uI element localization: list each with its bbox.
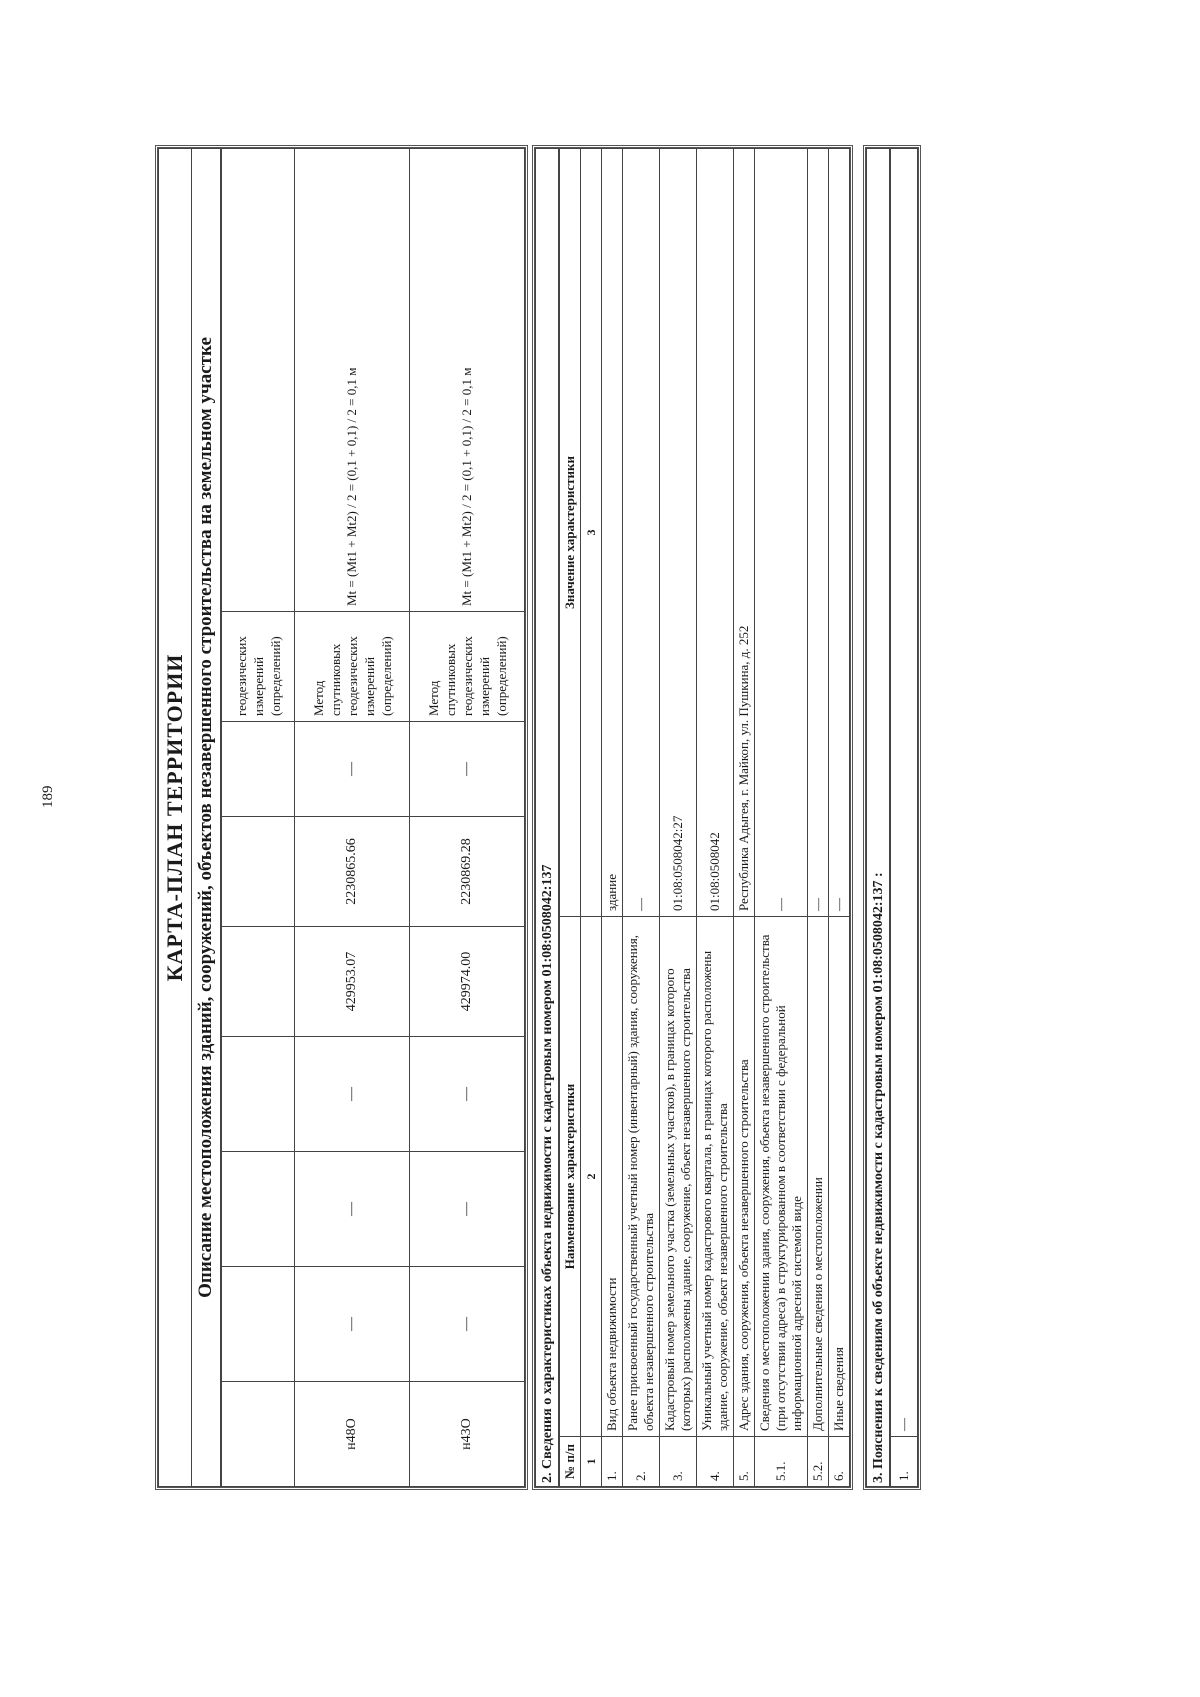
- page-number: 189: [40, 785, 56, 808]
- table-row: 1. —: [891, 149, 918, 1487]
- characteristics-table: [559, 148, 850, 1487]
- table-row: 3. Кадастровый номер земельного участка (земельных участков), в границах которого (которых) расположены здание, сооружение, объект незавершенного строительства 01:08:0508042:27: [660, 149, 697, 1487]
- frame-section3: [863, 145, 921, 1490]
- table-header: № п/п Наименование характеристики Значение характеристики: [560, 149, 581, 1487]
- table-row: 6. Иные сведения —: [829, 149, 850, 1487]
- table-row: н43О — — — 429974.00 2230869.28 — Метод спутниковых геодезических измерений (определений) Mt = (Mt1 + Mt2) / 2 = (0,1 + 0,1) / 2 = 0,1 м: [410, 149, 525, 1487]
- frame-section2: [532, 145, 853, 1490]
- table-row: [222, 149, 295, 1487]
- document-title: КАРТА-ПЛАН ТЕРРИТОРИИ: [158, 148, 192, 1487]
- section1-title: Описание местоположения зданий, сооружений, объектов незавершенного строительства на земельном участке: [192, 148, 221, 1487]
- method-cell: Метод спутниковых геодезических измерений (определений): [295, 612, 410, 722]
- table-row: 5.2. Дополнительные сведения о местоположении —: [808, 149, 829, 1487]
- section3-title: 3. Пояснения к сведениям об объекте недвижимости с кадастровым номером 01:08:0508042:137 :: [866, 148, 890, 1487]
- section2-title: 2. Сведения о характеристиках объекта недвижимости с кадастровым номером 01:08:0508042:137: [535, 148, 559, 1487]
- table-row: 1. Вид объекта недвижимости здание: [602, 149, 623, 1487]
- method-cell: Метод спутниковых геодезических измерений (определений): [410, 612, 525, 722]
- coord-x: 429974.00: [410, 927, 525, 1037]
- coord-y: 2230865.66: [295, 817, 410, 927]
- table-row: 2. Ранее присвоенный государственный учетный номер (инвентарный) здания, сооружения, объекта незавершенного строительства —: [623, 149, 660, 1487]
- accuracy-formula: Mt = (Mt1 + Mt2) / 2 = (0,1 + 0,1) / 2 = 0,1 м: [410, 149, 525, 612]
- table-row: 4. Уникальный учетный номер кадастрового квартала, в границах которого расположены здание, сооружение, объект незавершенного строительства 01:08:0508042: [697, 149, 734, 1487]
- coord-x: 429953.07: [295, 927, 410, 1037]
- explanations-table: [890, 148, 918, 1487]
- frame-top: [155, 145, 528, 1490]
- rotated-sheet: [155, 145, 985, 1490]
- table-row: 5. Адрес здания, сооружения, объекта незавершенного строительства Республика Адыгея, г. Майкоп, ул. Пушкина, д. 252: [734, 149, 755, 1487]
- point-name: н48О: [295, 1382, 410, 1487]
- table-row: 5.1. Сведения о местоположении здания, сооружения, объекта незавершенного строительства (при отсутствии адреса) в структурированном в соответствии с федеральной информационной адресной системой виде —: [755, 149, 808, 1487]
- coordinates-table: [221, 148, 525, 1487]
- column-numbers: 1 2 3: [581, 149, 602, 1487]
- coord-y: 2230869.28: [410, 817, 525, 927]
- point-name: н43О: [410, 1382, 525, 1487]
- method-cell: геодезических измерений (определений): [222, 612, 295, 722]
- table-row: н48О — — — 429953.07 2230865.66 — Метод спутниковых геодезических измерений (определений) Mt = (Mt1 + Mt2) / 2 = (0,1 + 0,1) / 2 = 0,1 м: [295, 149, 410, 1487]
- accuracy-formula: Mt = (Mt1 + Mt2) / 2 = (0,1 + 0,1) / 2 = 0,1 м: [295, 149, 410, 612]
